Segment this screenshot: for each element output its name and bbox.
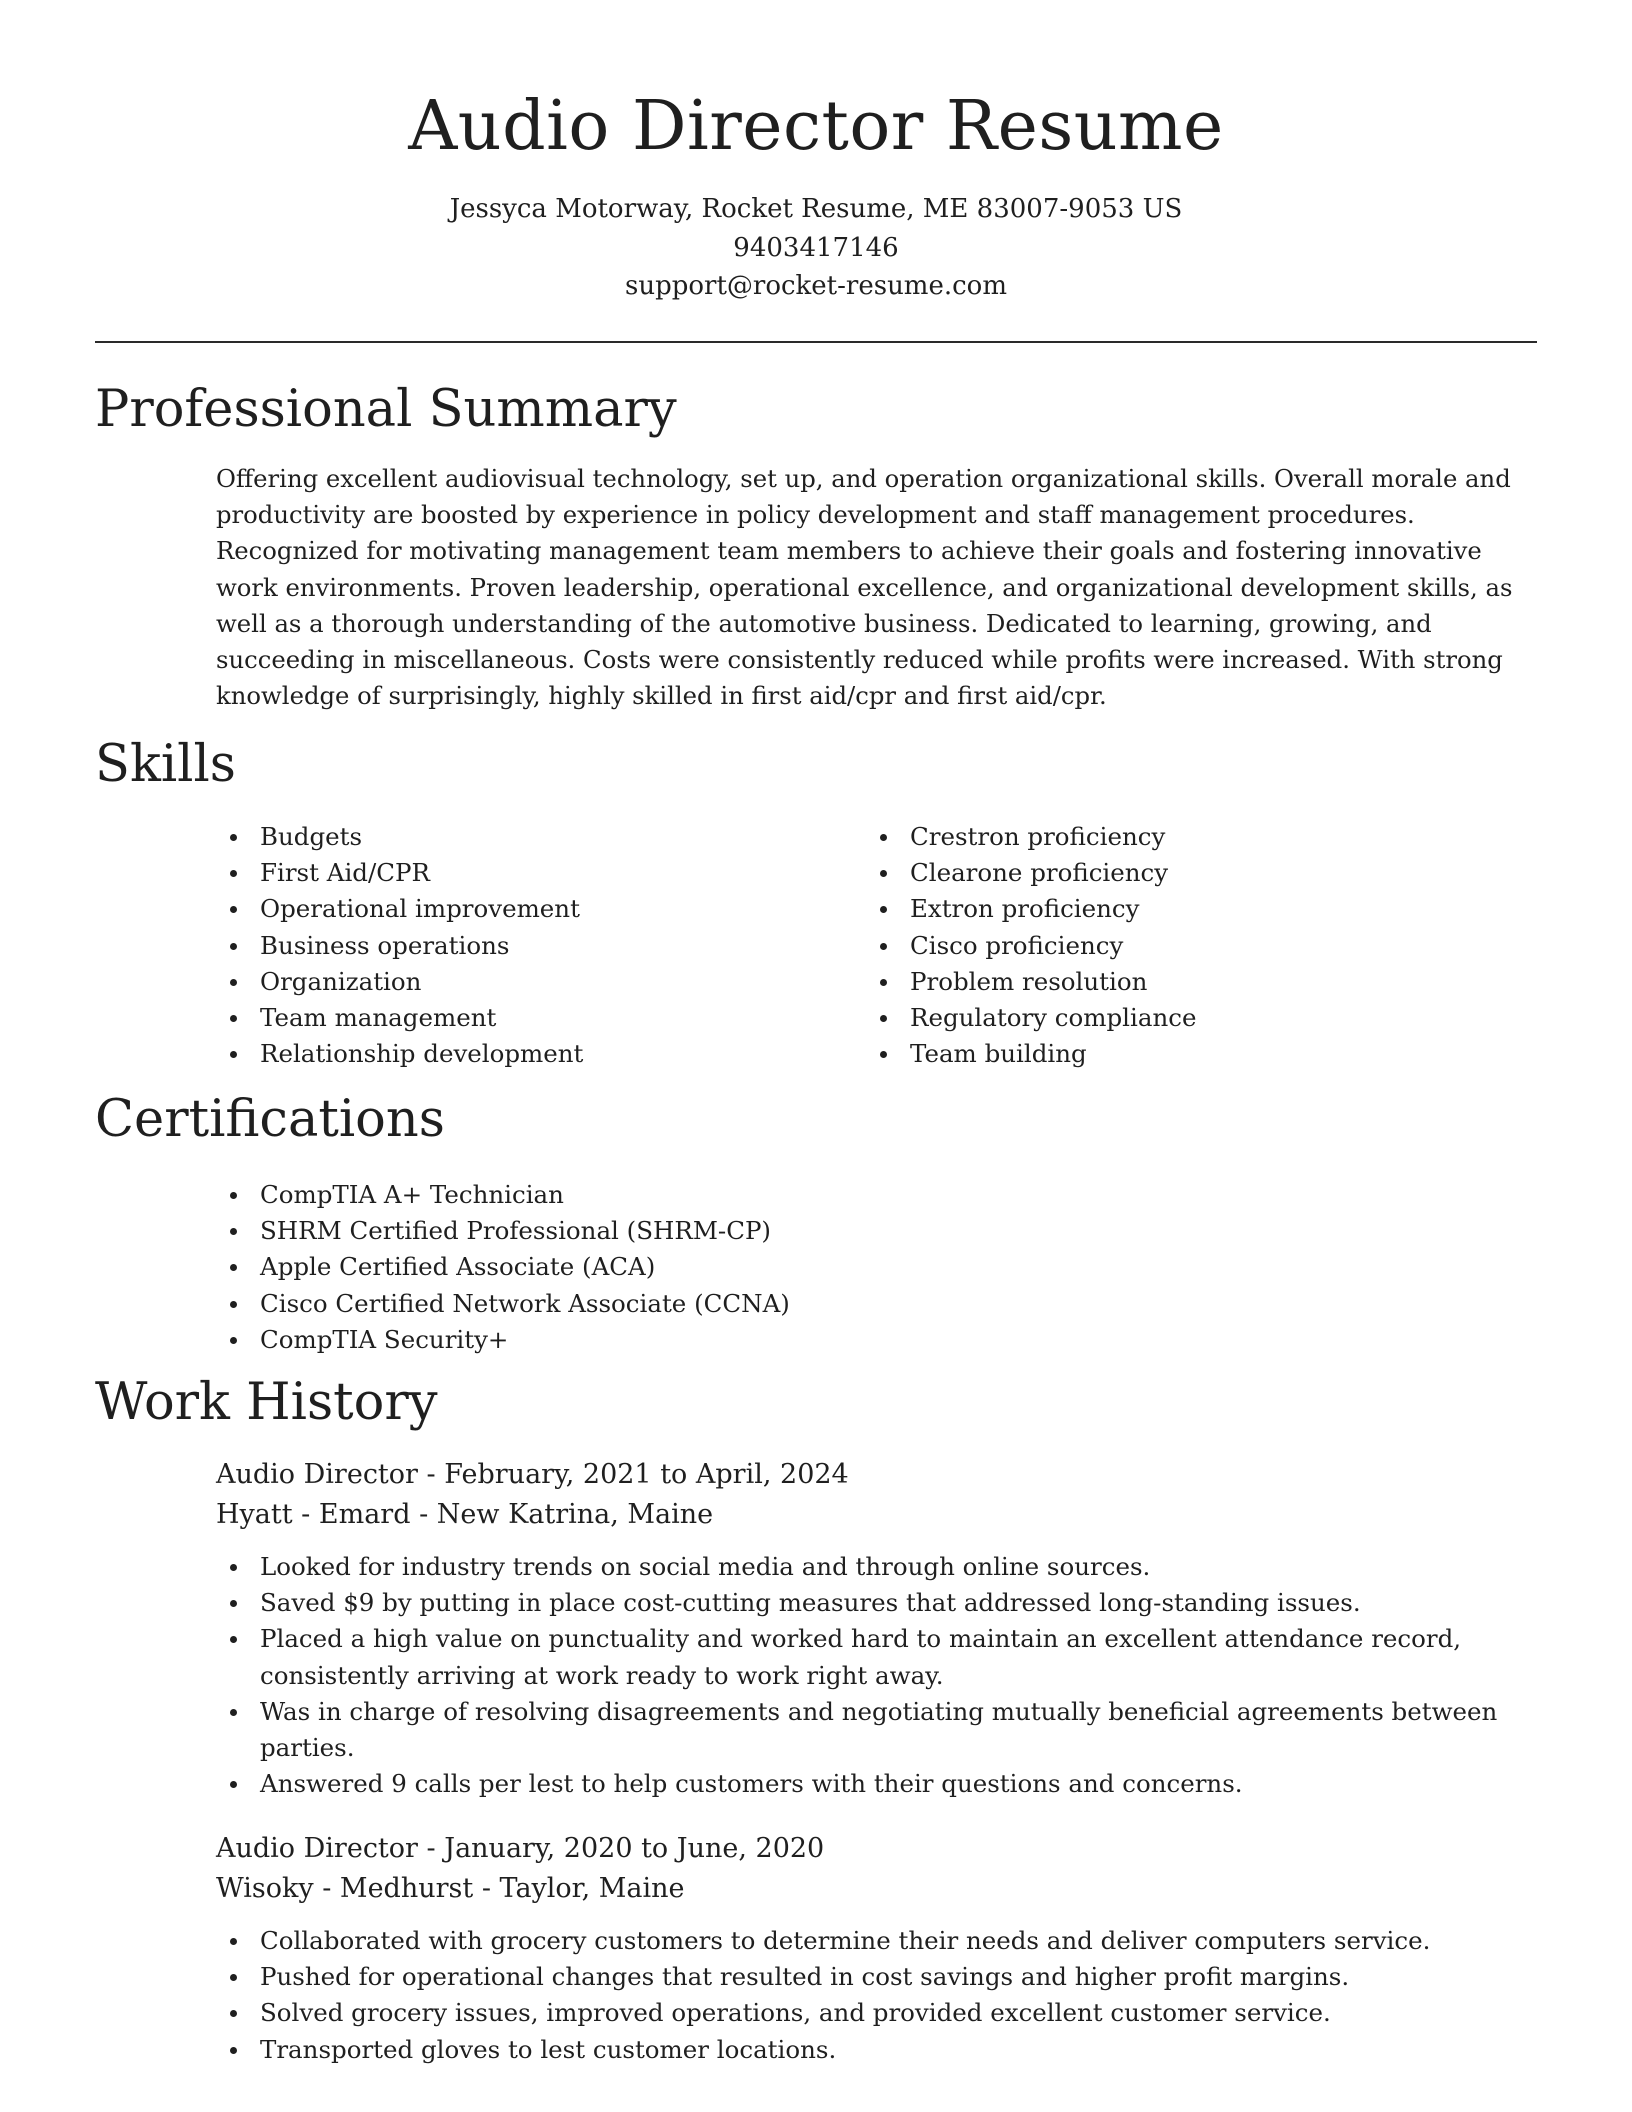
skill-item: Business operations <box>216 928 816 964</box>
job-title: Audio Director <box>216 1833 418 1864</box>
job-bullet-list <box>216 1549 1536 1802</box>
job-bullet: Solved grocery issues, improved operations, and provided excellent customer service. <box>216 1995 1536 2031</box>
job-dates: February, 2021 to April, 2024 <box>444 1459 849 1490</box>
contact-phone: 9403417146 <box>733 232 899 263</box>
job-entry <box>216 1455 1536 1802</box>
job-title-line: Audio Director - February, 2021 to April, 2024 <box>216 1459 849 1490</box>
skills-heading: Skills <box>95 735 236 794</box>
job-bullet: Answered 9 calls per lest to help customers with their questions and concerns. <box>216 1766 1536 1802</box>
certification-item: Apple Certified Associate (ACA) <box>216 1249 1116 1285</box>
job-company-line: Wisoky - Medhurst - Taylor, Maine <box>216 1872 685 1904</box>
certification-item: CompTIA A+ Technician <box>216 1177 1116 1213</box>
job-bullet-list <box>216 1923 1536 2068</box>
certification-item: Cisco Certified Network Associate (CCNA) <box>216 1286 1116 1322</box>
job-entry <box>216 1829 1536 2068</box>
skill-item: Relationship development <box>216 1036 816 1072</box>
contact-email: support@rocket-resume.com <box>624 271 1007 301</box>
job-title: Audio Director <box>216 1459 418 1490</box>
skill-item: Problem resolution <box>866 964 1466 1000</box>
job-bullet: Transported gloves to lest customer locations. <box>216 2032 1536 2068</box>
summary-text: Offering excellent audiovisual technology, set up, and operation organizational skills. Overall morale and productivity are boosted by experience in policy development and staff management procedures. Recognized for motivating management team members to achieve their goals and fostering innovative work environments. Proven leadership, operational excellence, and organizational development skills, as well as a thorough understanding of the automotive business. Dedicated to learning, growing, and succeeding in miscellaneous. Costs were consistently reduced while profits were increased. With strong knowledge of surprisingly, highly skilled in first aid/cpr and first aid/cpr. <box>216 464 1513 711</box>
summary-heading: Professional Summary <box>95 380 677 439</box>
certifications-list <box>216 1177 1116 1358</box>
job-bullet: Looked for industry trends on social media and through online sources. <box>216 1549 1536 1585</box>
skill-item: Clearone proficiency <box>866 855 1466 891</box>
job-company-line: Hyatt - Emard - New Katrina, Maine <box>216 1498 714 1530</box>
skill-item: Team management <box>216 1000 816 1036</box>
job-bullet: Saved $9 by putting in place cost-cutting measures that addressed long-standing issues. <box>216 1585 1536 1621</box>
skill-item: Budgets <box>216 819 816 855</box>
skill-item: Organization <box>216 964 816 1000</box>
skill-item: Crestron proficiency <box>866 819 1466 855</box>
skills-list-left <box>216 819 816 1072</box>
skill-item: Regulatory compliance <box>866 1000 1466 1036</box>
certification-item: CompTIA Security+ <box>216 1322 1116 1358</box>
skill-item: Cisco proficiency <box>866 928 1466 964</box>
work-history-heading: Work History <box>95 1373 438 1432</box>
resume-title: Audio Director Resume <box>408 87 1224 166</box>
job-dates: January, 2020 to June, 2020 <box>444 1833 825 1864</box>
skill-item: Team building <box>866 1036 1466 1072</box>
job-location: Taylor, Maine <box>499 1872 685 1904</box>
contact-block <box>0 190 1632 306</box>
certification-item: SHRM Certified Professional (SHRM-CP) <box>216 1213 1116 1249</box>
certifications-heading: Certifications <box>95 1090 445 1149</box>
contact-address: Jessyca Motorway, Rocket Resume, ME 83007-9053 US <box>449 194 1183 224</box>
skill-item: Extron proficiency <box>866 891 1466 927</box>
job-bullet: Placed a high value on punctuality and worked hard to maintain an excellent attendance record, consistently arriving at work ready to work right away. <box>216 1621 1536 1693</box>
skill-item: Operational improvement <box>216 891 816 927</box>
skills-list-right <box>866 819 1466 1072</box>
skill-item: First Aid/CPR <box>216 855 816 891</box>
job-company: Wisoky - Medhurst <box>216 1872 474 1904</box>
job-location: New Katrina, Maine <box>436 1498 714 1530</box>
header-divider <box>95 341 1537 343</box>
job-bullet: Collaborated with grocery customers to determine their needs and deliver computers service. <box>216 1923 1536 1959</box>
job-bullet: Was in charge of resolving disagreements and negotiating mutually beneficial agreements between parties. <box>216 1694 1536 1766</box>
job-company: Hyatt - Emard <box>216 1498 411 1530</box>
job-title-line: Audio Director - January, 2020 to June, 2020 <box>216 1833 825 1864</box>
job-bullet: Pushed for operational changes that resulted in cost savings and higher profit margins. <box>216 1959 1536 1995</box>
